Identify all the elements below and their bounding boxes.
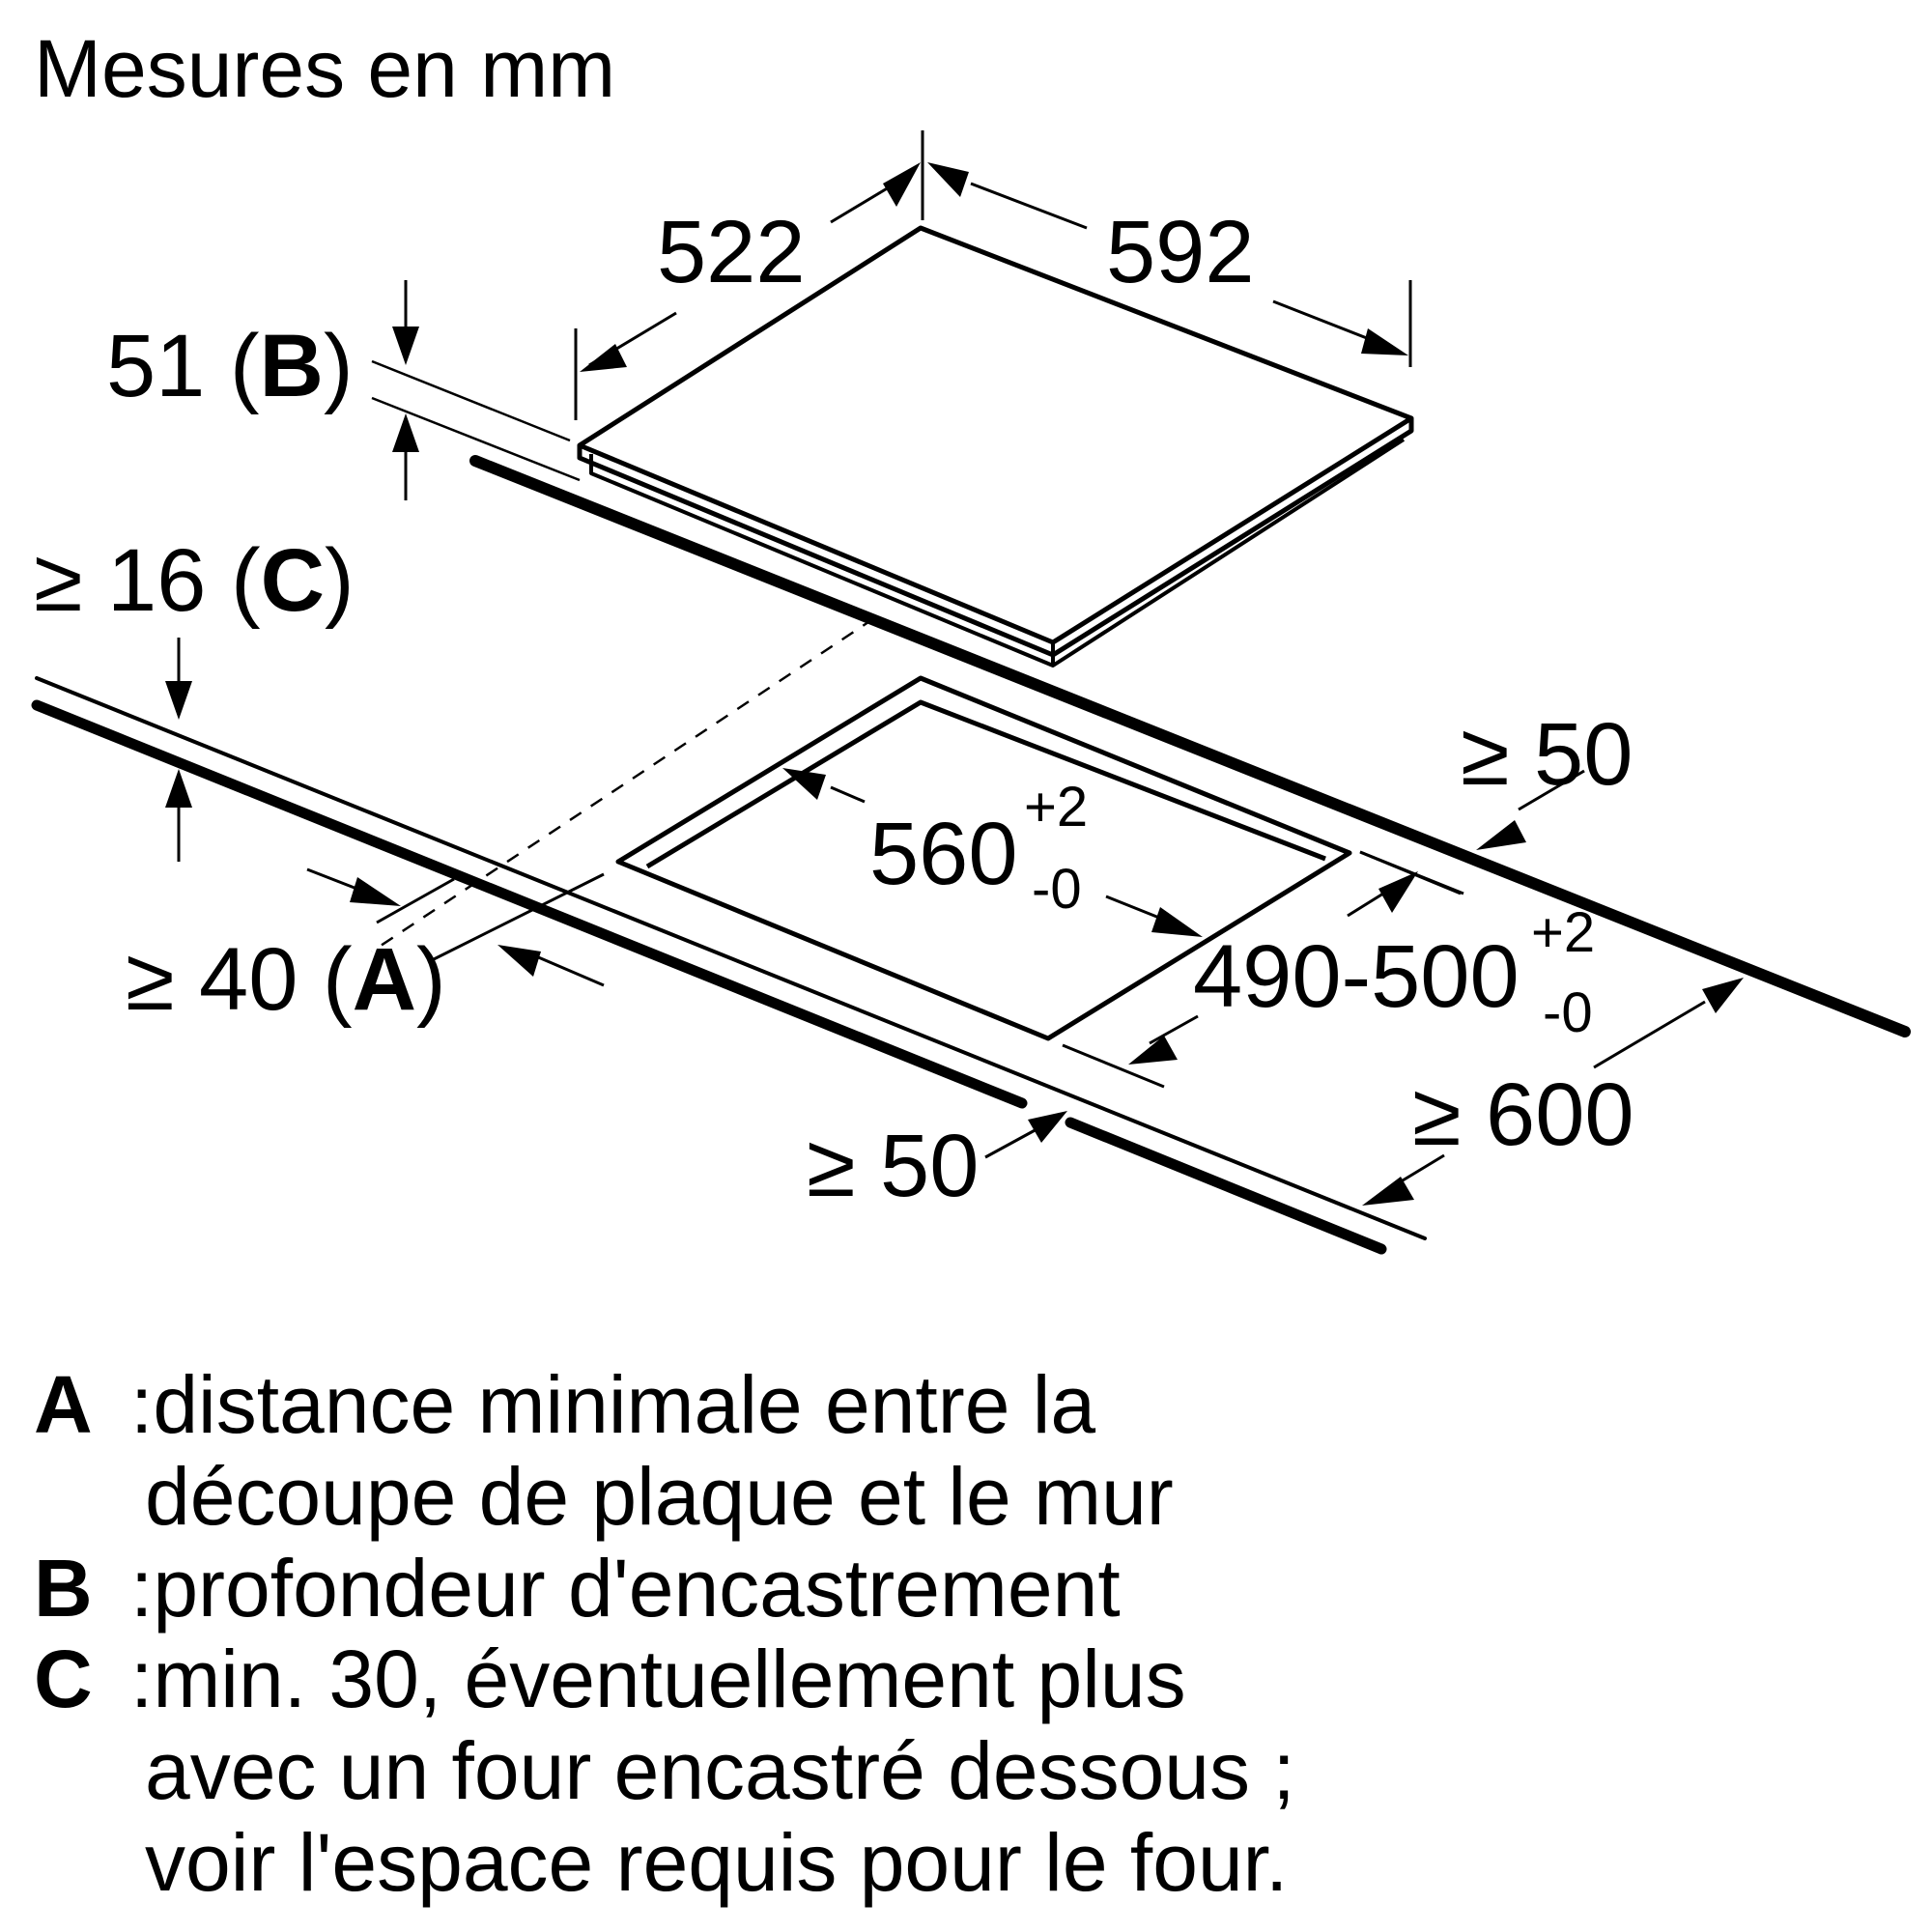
legend-key-a: A (34, 1359, 93, 1450)
legend-b-line-1: :profondeur d'encastrement (130, 1543, 1121, 1634)
dimension-hob-depth-label: 522 (657, 203, 806, 301)
dimension-embed-depth (372, 280, 580, 500)
legend-c-line-1: :min. 30, éventuellement plus (130, 1634, 1186, 1724)
legend-key-c: C (34, 1634, 93, 1724)
dimension-front-clearance-label: ≥ 50 (807, 1117, 980, 1215)
legend-key-b: B (34, 1543, 93, 1634)
alignment-dashed-line (372, 618, 874, 952)
dimension-cutout-depth-label: 490-500 (1193, 927, 1520, 1026)
dimension-worktop-thickness-label: ≥ 16 (C) (34, 531, 355, 630)
dimension-cutout-depth-tol-plus: +2 (1531, 901, 1596, 964)
legend-c-line-2: avec un four encastré dessous ; (145, 1725, 1295, 1816)
dimension-side-clearance-label: ≥ 50 (1461, 705, 1634, 804)
dimension-cutout-width-tol-plus: +2 (1024, 776, 1089, 838)
dimension-wall-distance-label: ≥ 40 (A) (126, 930, 446, 1029)
dimension-cutout-width-tol-minus: -0 (1032, 858, 1082, 921)
legend-c-line-3: voir l'espace requis pour le four. (145, 1817, 1289, 1908)
dimension-cutout-depth-tol-minus: -0 (1543, 981, 1593, 1044)
dimension-worktop-thickness (165, 638, 192, 862)
diagram-title: Mesures en mm (34, 23, 616, 114)
dimension-cutout-width-label: 560 (869, 805, 1018, 903)
dimension-worktop-depth-label: ≥ 600 (1412, 1065, 1634, 1164)
dimension-hob-width-label: 592 (1106, 203, 1255, 301)
legend-a-line-2: découpe de plaque et le mur (145, 1451, 1174, 1542)
dimension-embed-depth-label: 51 (B) (106, 317, 354, 415)
legend (34, 1359, 1295, 1908)
legend-a-line-1: :distance minimale entre la (130, 1359, 1096, 1450)
dimension-front-clearance (985, 1111, 1067, 1157)
